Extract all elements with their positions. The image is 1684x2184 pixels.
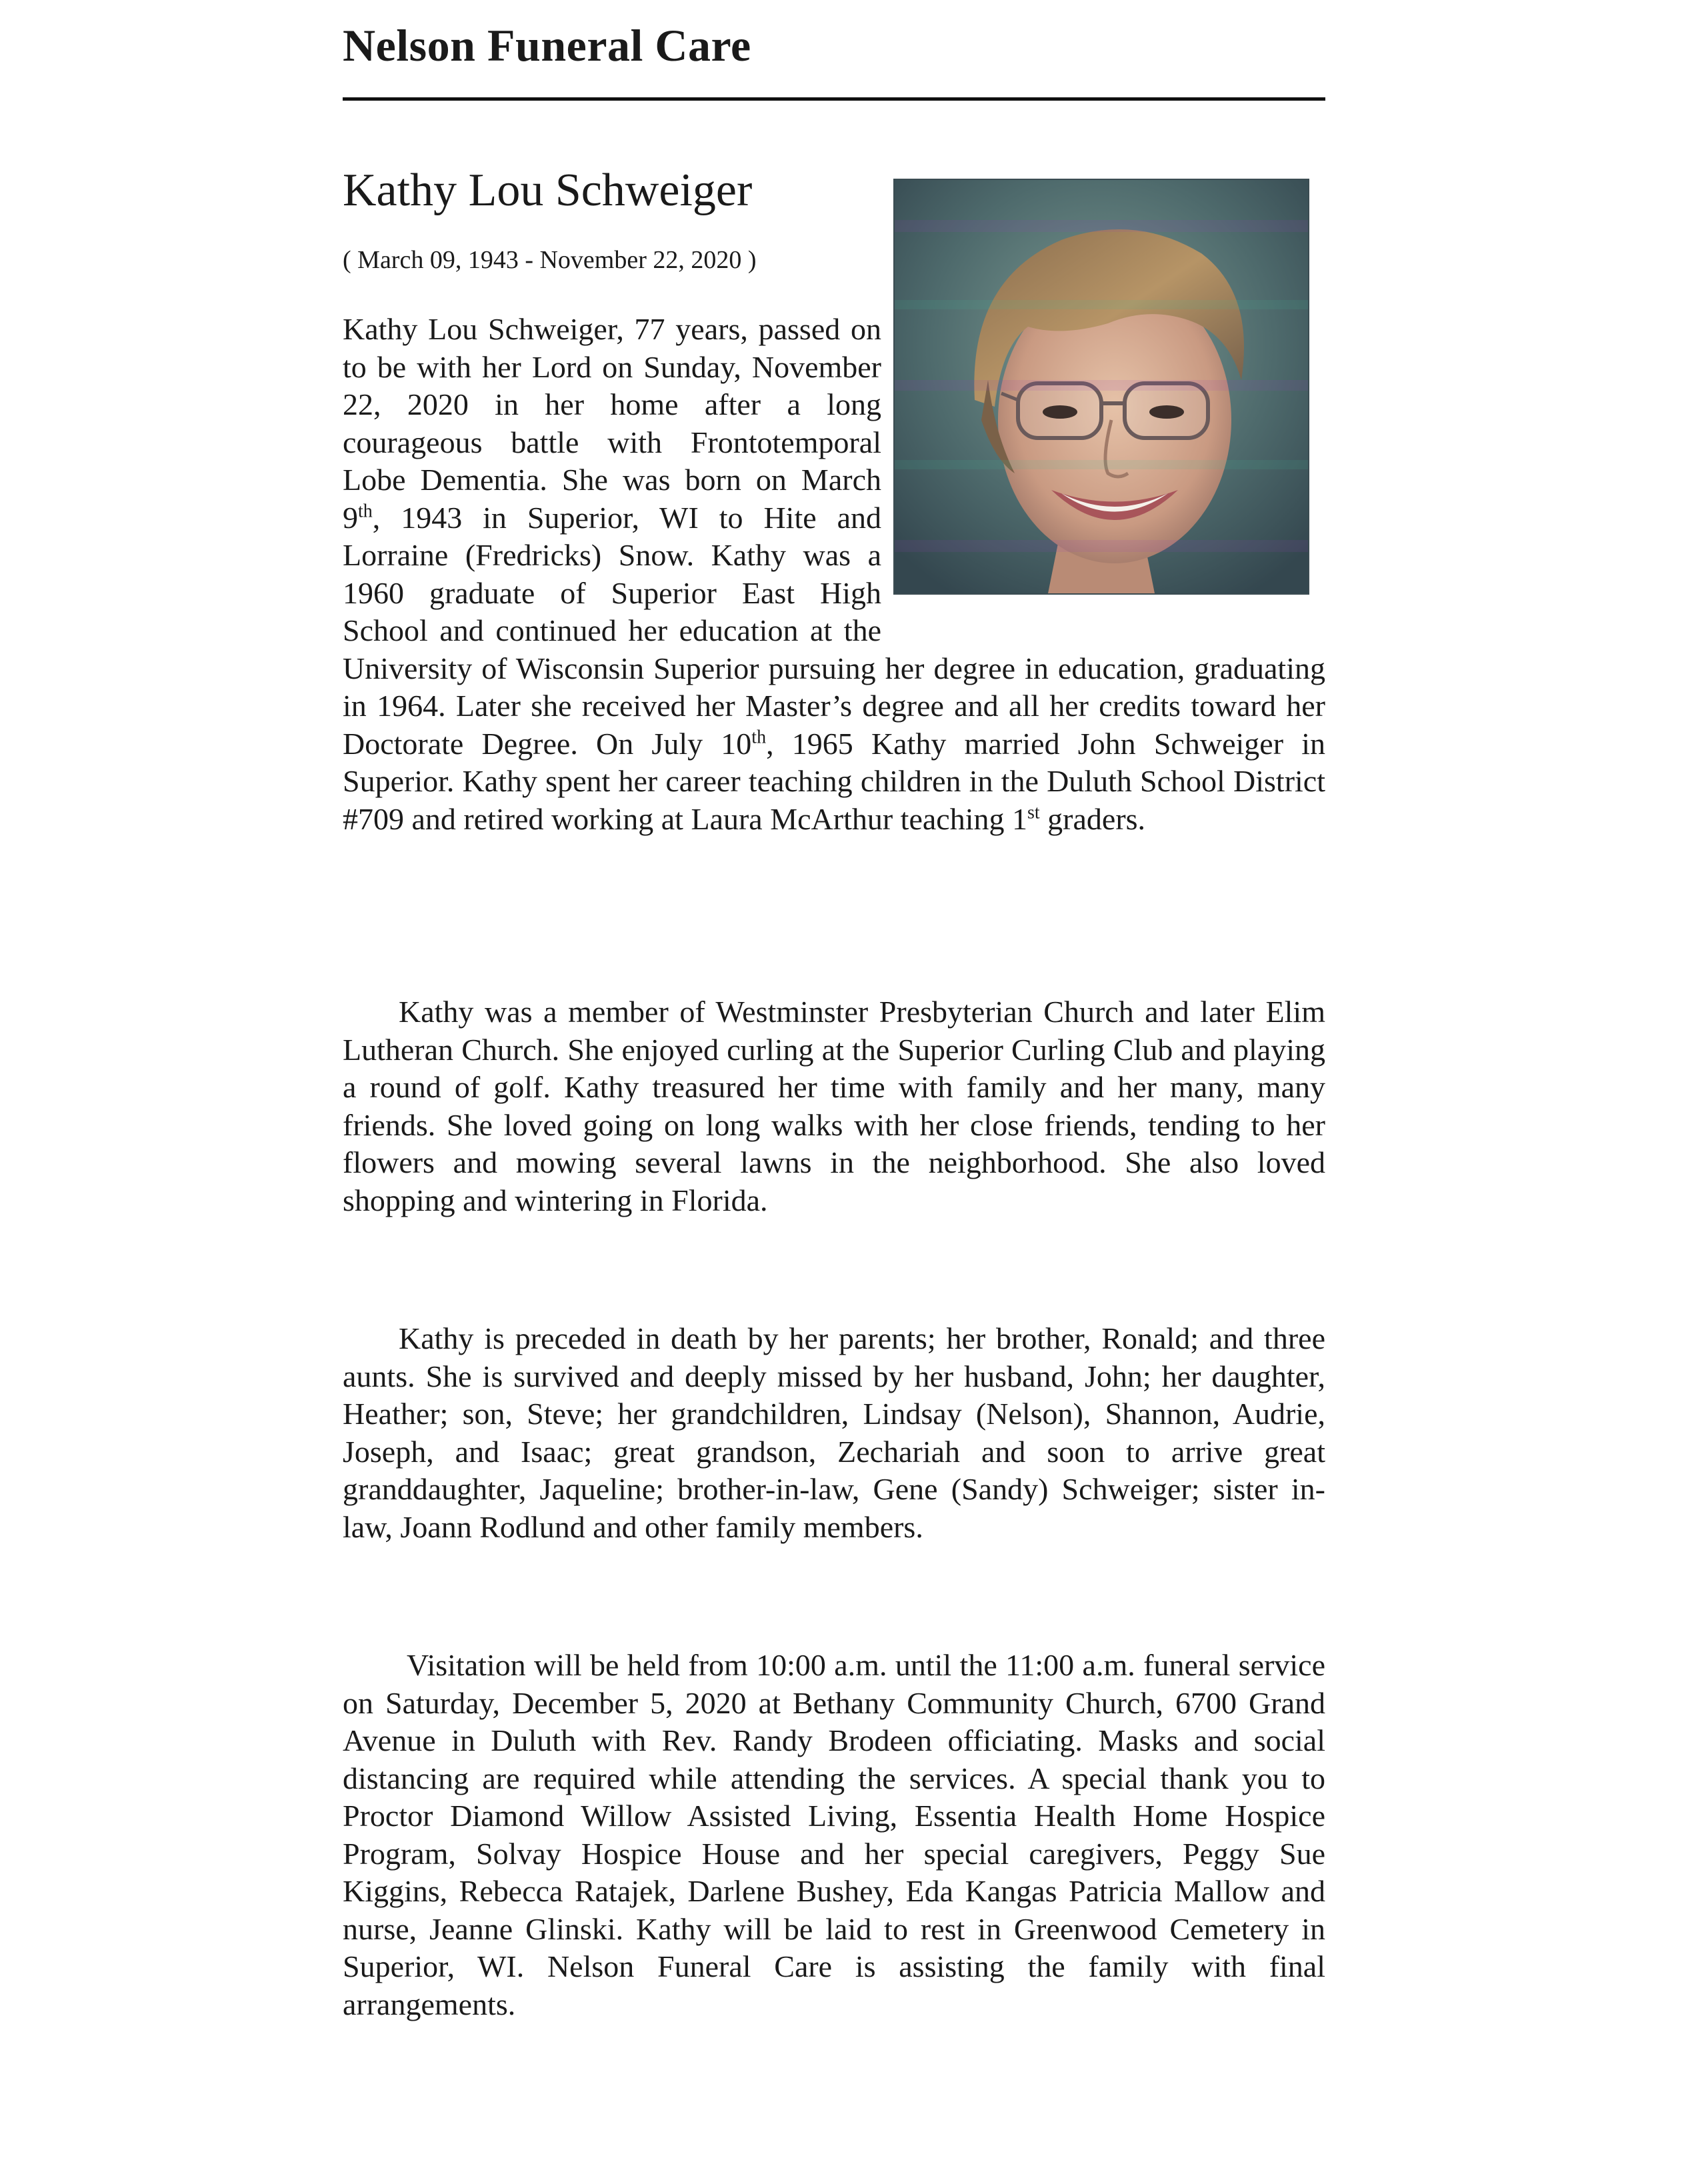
obituary-paragraph-1 xyxy=(343,311,1325,838)
obituary-paragraph-3: Kathy is preceded in death by her parents; her brother, Ronald; and three aunts. She is survived and deeply missed by her husband, John; her daughter, Heather; son, Steve; her grandchildren, Lindsay (Nelson), Shannon, Audrie, Joseph, and Isaac; great grandson, Zechariah and soon to arrive great granddaughter, Jaqueline; brother-in-law, Gene (Sandy) Schweiger; sister in-law, Joann Rodlund and other family members. xyxy=(343,1321,1325,1544)
obituary-paragraph-2: Kathy was a member of Westminster Presbyterian Church and later Elim Lutheran Church. She enjoyed curling at the Superior Curling Club and playing a round of golf. Kathy treasured her time with family and her many, many friends. She loved going on long walks with her close friends, tending to her flowers and mowing several lawns in the neighborhood. She also loved shopping and wintering in Florida. xyxy=(343,995,1325,1217)
paragraph-1-part-d: graders. xyxy=(1039,801,1146,836)
photo-wrap-spacer xyxy=(881,311,1325,624)
paragraph-1-part-b: , 1943 in Superior, WI to Hite and Lorraine (Fredricks) Snow. Kathy was a 1960 graduate of Superior East High School and continued her education at the University of Wisconsin Superior pursuing her degree in education, graduating in 1964. Later she received her Master’s degree and all her credits toward her Doctorate Degree. On July 10 xyxy=(343,500,1325,761)
deceased-name: Kathy Lou Schweiger xyxy=(343,165,753,216)
superscript-1: th xyxy=(358,501,373,522)
funeral-home-title: Nelson Funeral Care xyxy=(343,20,751,71)
header-divider xyxy=(343,97,1325,101)
superscript-3: st xyxy=(1027,802,1040,823)
superscript-2: th xyxy=(751,727,767,748)
obituary-paragraph-4: Visitation will be held from 10:00 a.m. until the 11:00 a.m. funeral service on Saturday, December 5, 2020 at Bethany Community Church, 6700 Grand Avenue in Duluth with Rev. Randy Brodeen officiating. Masks and social distancing are required while attending the services. A special thank you to Proctor Diamond Willow Assisted Living, Essentia Health Home Hospice Program, Solvay Hospice House and her special caregivers, Peggy Sue Kiggins, Rebecca Ratajek, Darlene Bushey, Eda Kangas Patricia Mallow and nurse, Jeanne Glinski. Kathy will be laid to rest in Greenwood Cemetery in Superior, WI. Nelson Funeral Care is assisting the family with final arrangements. xyxy=(343,1648,1325,2021)
paragraph-1-part-a: Kathy Lou Schweiger, 77 years, passed on to be with her Lord on Sunday, November 22, 2020 in her home after a long courageous battle with Frontotemporal Lobe Dementia. She was born on March 9 xyxy=(343,312,881,535)
life-dates: ( March 09, 1943 - November 22, 2020 ) xyxy=(343,246,757,274)
paragraph-1-part-c: , 1965 Kathy married John Schweiger in Superior. Kathy spent her career teaching children in the Duluth School District #709 and retired working at Laura McArthur teaching 1 xyxy=(343,726,1325,836)
